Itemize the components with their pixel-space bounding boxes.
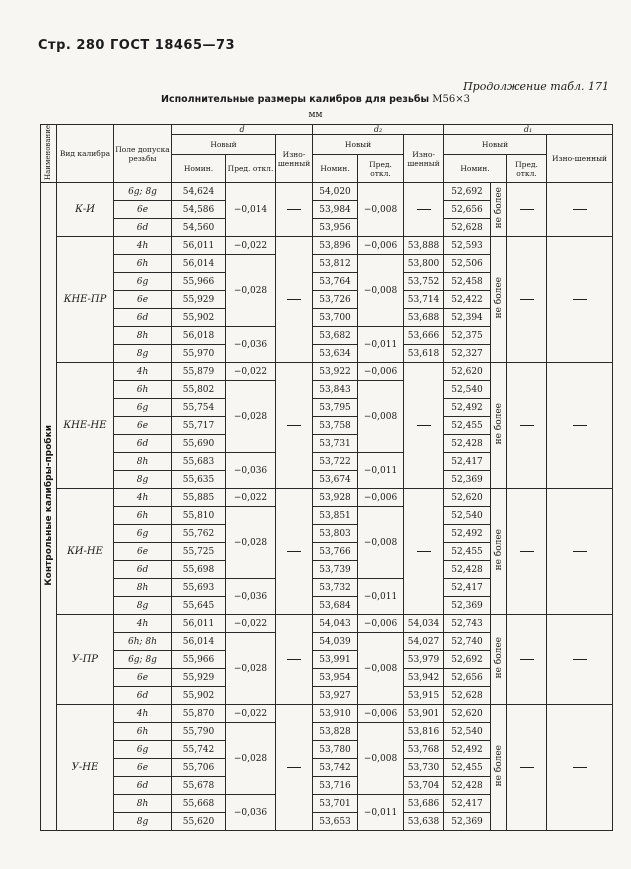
col-d: d [172,125,313,135]
d-nominal: 55,693 [172,579,226,597]
tolerance-field: 6h [114,723,172,741]
dash-mark [573,659,587,660]
d2-worn: 53,979 [404,651,444,669]
d-worn-dash [276,363,313,489]
d-nominal: 55,790 [172,723,226,741]
tolerance-field: 6d [114,777,172,795]
d-nominal: 56,011 [172,237,226,255]
d2-nominal: 53,843 [313,381,358,399]
d-nominal: 55,690 [172,435,226,453]
d-nominal: 56,018 [172,327,226,345]
title-prefix: Исполнительные размеры калибров для резьбы [161,94,430,105]
d-nominal: 55,668 [172,795,226,813]
d1-nominal: 52,628 [444,687,491,705]
tolerance-field: 6d [114,687,172,705]
d1-nominal: 52,620 [444,705,491,723]
tolerance-field: 6d [114,435,172,453]
d1-worn-dash [547,183,613,237]
d2-deviation: −0,006 [358,705,404,723]
table-row [41,363,613,381]
d2-nominal: 53,682 [313,327,358,345]
d-deviation: −0,036 [226,579,276,615]
d2-nominal: 53,742 [313,759,358,777]
tolerance-field: 6g; 8g [114,651,172,669]
table-unit: мм [308,110,323,120]
d2-nominal: 53,739 [313,561,358,579]
d-deviation: −0,022 [226,615,276,633]
tolerance-field: 6e [114,759,172,777]
d1-nominal: 52,593 [444,237,491,255]
col-naim: Наименование [41,125,57,183]
col-vid: Вид калибра [57,125,114,183]
d1-deviation-dash [507,615,547,705]
d-deviation: −0,028 [226,255,276,327]
d1-nominal: 52,492 [444,741,491,759]
d2-nominal: 53,984 [313,201,358,219]
d1-deviation-dash [507,183,547,237]
table-row [41,237,613,255]
dash-mark [417,425,431,426]
not-more-label: не более [493,187,504,229]
d2-worn: 53,714 [404,291,444,309]
d2-nominal: 53,922 [313,363,358,381]
d1-nominal: 52,492 [444,399,491,417]
d2-worn: 53,638 [404,813,444,831]
tolerance-field: 8h [114,579,172,597]
d1-deviation-dash [507,237,547,363]
d-nominal: 55,879 [172,363,226,381]
d1-nominal: 52,428 [444,561,491,579]
dash-mark [573,425,587,426]
tolerance-field: 8h [114,795,172,813]
d2-deviation: −0,006 [358,237,404,255]
tolerance-field: 6e [114,201,172,219]
d-deviation: −0,014 [226,183,276,237]
d2-worn: 53,901 [404,705,444,723]
d2-deviation: −0,008 [358,381,404,453]
d2-nominal: 53,716 [313,777,358,795]
tolerance-field: 6d [114,309,172,327]
d2-deviation: −0,011 [358,453,404,489]
d1-nominal: 52,428 [444,777,491,795]
tolerance-field: 4h [114,705,172,723]
table-title [0,94,631,105]
d1-nominal: 52,506 [444,255,491,273]
d1-nominal: 52,369 [444,813,491,831]
tolerance-field: 6e [114,543,172,561]
d2-nominal: 53,726 [313,291,358,309]
caliber-name: У-ПР [57,615,114,705]
d-deviation: −0,028 [226,633,276,705]
d2-worn: 53,686 [404,795,444,813]
d1-worn-dash [547,615,613,705]
col-d-worn: Изно-шенный [276,135,313,183]
dash-mark [417,209,431,210]
d-nominal: 55,870 [172,705,226,723]
d2-worn: 54,034 [404,615,444,633]
d2-worn-dash [404,489,444,615]
d-nominal: 55,725 [172,543,226,561]
d2-nominal: 53,956 [313,219,358,237]
dash-mark [417,551,431,552]
col-d1-new: Новый [444,135,547,155]
title-thread: M56×3 [432,94,470,105]
d2-nominal: 53,812 [313,255,358,273]
d2-nominal: 54,039 [313,633,358,651]
d2-nominal: 53,722 [313,453,358,471]
dash-mark [287,551,301,552]
d-worn-dash [276,489,313,615]
d2-deviation: −0,006 [358,363,404,381]
d-nominal: 56,014 [172,255,226,273]
dash-mark [520,299,534,300]
d2-nominal: 53,634 [313,345,358,363]
d-deviation: −0,036 [226,795,276,831]
col-d1-worn: Изно-шенный [547,135,613,183]
dash-mark [573,767,587,768]
caliber-name: К-И [57,183,114,237]
d1-nominal: 52,628 [444,219,491,237]
d1-nominal: 52,540 [444,507,491,525]
col-d2: d₂ [313,125,444,135]
not-more-cell [491,237,507,363]
tolerance-field: 8g [114,345,172,363]
d2-nominal: 53,653 [313,813,358,831]
tolerance-field: 8h [114,453,172,471]
dash-mark [287,209,301,210]
d-nominal: 55,645 [172,597,226,615]
continuation-label: Продолжение табл. 171 [463,80,609,93]
d2-deviation: −0,006 [358,615,404,633]
d-nominal: 55,717 [172,417,226,435]
group-label-cell [41,183,57,831]
caliber-name: КИ-НЕ [57,489,114,615]
dash-mark [520,551,534,552]
d2-nominal: 53,954 [313,669,358,687]
tolerance-field: 6h [114,381,172,399]
d1-nominal: 52,369 [444,471,491,489]
tolerance-field: 8g [114,813,172,831]
d2-deviation: −0,008 [358,255,404,327]
tolerance-field: 4h [114,615,172,633]
d-nominal: 56,011 [172,615,226,633]
d-nominal: 54,560 [172,219,226,237]
d2-nominal: 53,731 [313,435,358,453]
d1-worn-dash [547,705,613,831]
d-deviation: −0,022 [226,237,276,255]
d1-nominal: 52,455 [444,543,491,561]
d2-nominal: 53,764 [313,273,358,291]
dash-mark [520,209,534,210]
d2-nominal: 53,851 [313,507,358,525]
table-body [41,183,613,831]
d-worn-dash [276,705,313,831]
calibers-table [40,124,613,831]
tolerance-field: 4h [114,489,172,507]
d-worn-dash [276,183,313,237]
col-d1-pred: Пред. откл. [507,155,547,183]
d1-nominal: 52,458 [444,273,491,291]
d2-nominal: 53,766 [313,543,358,561]
page-label: Стр. 280 ГОСТ 18465—73 [38,38,236,53]
d-nominal: 55,683 [172,453,226,471]
not-more-cell [491,183,507,237]
d2-deviation: −0,008 [358,723,404,795]
d2-deviation: −0,011 [358,579,404,615]
d1-nominal: 52,743 [444,615,491,633]
d-worn-dash [276,615,313,705]
col-d-new: Новый [172,135,276,155]
tolerance-field: 6g [114,273,172,291]
d-nominal: 55,762 [172,525,226,543]
dash-mark [287,299,301,300]
tolerance-field: 6d [114,219,172,237]
tolerance-field: 6h [114,507,172,525]
d2-worn: 53,666 [404,327,444,345]
d1-nominal: 52,417 [444,453,491,471]
tolerance-field: 6e [114,417,172,435]
d2-nominal: 53,795 [313,399,358,417]
d-deviation: −0,028 [226,381,276,453]
tolerance-field: 6h; 8h [114,633,172,651]
d1-worn-dash [547,363,613,489]
d-deviation: −0,022 [226,363,276,381]
d1-nominal: 52,620 [444,363,491,381]
d2-nominal: 53,780 [313,741,358,759]
dash-mark [573,551,587,552]
col-d1: d₁ [444,125,613,135]
d2-nominal: 53,927 [313,687,358,705]
d2-deviation: −0,011 [358,327,404,363]
d2-worn: 53,800 [404,255,444,273]
not-more-cell [491,705,507,831]
d1-nominal: 52,422 [444,291,491,309]
d2-nominal: 53,732 [313,579,358,597]
not-more-label: не более [493,277,504,319]
d1-nominal: 52,692 [444,651,491,669]
d2-nominal: 53,700 [313,309,358,327]
tolerance-field: 6e [114,291,172,309]
col-d1-nomin: Номин. [444,155,507,183]
table-row [41,183,613,201]
col-pole: Поле допуска резьбы [114,125,172,183]
dash-mark [573,209,587,210]
d2-worn: 53,752 [404,273,444,291]
d2-worn-dash [404,363,444,489]
d-worn-dash [276,237,313,363]
d2-worn-dash [404,183,444,237]
d2-nominal: 53,684 [313,597,358,615]
table-row [41,705,613,723]
tolerance-field: 4h [114,363,172,381]
d-nominal: 55,635 [172,471,226,489]
dash-mark [520,659,534,660]
d2-deviation: −0,008 [358,507,404,579]
dash-mark [520,767,534,768]
col-d2-pred: Пред. откл. [358,155,404,183]
table-row [41,615,613,633]
col-d-pred: Пред. откл. [226,155,276,183]
d2-nominal: 53,701 [313,795,358,813]
d1-worn-dash [547,237,613,363]
col-d2-worn: Изно-шенный [404,135,444,183]
d-nominal: 55,929 [172,669,226,687]
dash-mark [287,767,301,768]
d1-nominal: 52,455 [444,417,491,435]
d1-nominal: 52,428 [444,435,491,453]
group-label: Контрольные калибры-пробки [43,424,54,586]
d-deviation: −0,028 [226,723,276,795]
d2-nominal: 53,828 [313,723,358,741]
tolerance-field: 6g [114,399,172,417]
d2-deviation: −0,006 [358,489,404,507]
d2-nominal: 53,991 [313,651,358,669]
d2-worn: 53,888 [404,237,444,255]
d1-nominal: 52,656 [444,201,491,219]
d1-worn-dash [547,489,613,615]
d1-nominal: 52,656 [444,669,491,687]
d-nominal: 54,586 [172,201,226,219]
col-d2-nomin: Номин. [313,155,358,183]
d-nominal: 55,885 [172,489,226,507]
d1-nominal: 52,540 [444,723,491,741]
d-nominal: 55,966 [172,273,226,291]
d1-deviation-dash [507,705,547,831]
d-nominal: 55,929 [172,291,226,309]
d2-worn: 53,768 [404,741,444,759]
d-nominal: 55,620 [172,813,226,831]
table-row [41,489,613,507]
tolerance-field: 6g; 8g [114,183,172,201]
d2-deviation: −0,008 [358,633,404,705]
d1-nominal: 52,455 [444,759,491,777]
d1-nominal: 52,417 [444,579,491,597]
d-nominal: 56,014 [172,633,226,651]
d1-nominal: 52,620 [444,489,491,507]
d2-worn: 54,027 [404,633,444,651]
not-more-label: не более [493,745,504,787]
d1-nominal: 52,375 [444,327,491,345]
d-nominal: 55,810 [172,507,226,525]
d2-nominal: 54,020 [313,183,358,201]
tolerance-field: 4h [114,237,172,255]
d2-worn: 53,688 [404,309,444,327]
dash-mark [287,425,301,426]
d2-nominal: 54,043 [313,615,358,633]
d1-nominal: 52,692 [444,183,491,201]
d-nominal: 55,754 [172,399,226,417]
d-nominal: 54,624 [172,183,226,201]
d2-nominal: 53,758 [313,417,358,435]
d-nominal: 55,706 [172,759,226,777]
d1-nominal: 52,417 [444,795,491,813]
tolerance-field: 8h [114,327,172,345]
d-nominal: 55,902 [172,687,226,705]
caliber-name: КНЕ-ПР [57,237,114,363]
d-nominal: 55,802 [172,381,226,399]
d1-deviation-dash [507,363,547,489]
d-nominal: 55,970 [172,345,226,363]
d2-worn: 53,618 [404,345,444,363]
d1-deviation-dash [507,489,547,615]
d-deviation: −0,036 [226,327,276,363]
tolerance-field: 8g [114,471,172,489]
d1-nominal: 52,740 [444,633,491,651]
d1-nominal: 52,369 [444,597,491,615]
d-deviation: −0,028 [226,507,276,579]
tolerance-field: 6g [114,741,172,759]
d2-nominal: 53,674 [313,471,358,489]
d2-worn: 53,915 [404,687,444,705]
tolerance-field: 6g [114,525,172,543]
d2-deviation: −0,008 [358,183,404,237]
not-more-cell [491,489,507,615]
not-more-label: не более [493,529,504,571]
tolerance-field: 6e [114,669,172,687]
tolerance-field: 8g [114,597,172,615]
d1-nominal: 52,492 [444,525,491,543]
d2-deviation: −0,011 [358,795,404,831]
col-d2-new: Новый [313,135,404,155]
tolerance-field: 6d [114,561,172,579]
d1-nominal: 52,327 [444,345,491,363]
d2-nominal: 53,910 [313,705,358,723]
d-nominal: 55,742 [172,741,226,759]
d-nominal: 55,966 [172,651,226,669]
not-more-cell [491,363,507,489]
tolerance-field: 6h [114,255,172,273]
d2-worn: 53,816 [404,723,444,741]
not-more-label: не более [493,403,504,445]
caliber-name: У-НЕ [57,705,114,831]
d2-nominal: 53,803 [313,525,358,543]
d1-nominal: 52,540 [444,381,491,399]
d-nominal: 55,698 [172,561,226,579]
d2-nominal: 53,896 [313,237,358,255]
dash-mark [287,659,301,660]
d1-nominal: 52,394 [444,309,491,327]
d-deviation: −0,022 [226,705,276,723]
not-more-cell [491,615,507,705]
d2-worn: 53,730 [404,759,444,777]
d2-worn: 53,942 [404,669,444,687]
d-nominal: 55,678 [172,777,226,795]
dash-mark [520,425,534,426]
d-deviation: −0,036 [226,453,276,489]
caliber-name: КНЕ-НЕ [57,363,114,489]
d-nominal: 55,902 [172,309,226,327]
d2-worn: 53,704 [404,777,444,795]
not-more-label: не более [493,637,504,679]
d2-nominal: 53,928 [313,489,358,507]
col-d-nomin: Номин. [172,155,226,183]
d-deviation: −0,022 [226,489,276,507]
dash-mark [573,299,587,300]
